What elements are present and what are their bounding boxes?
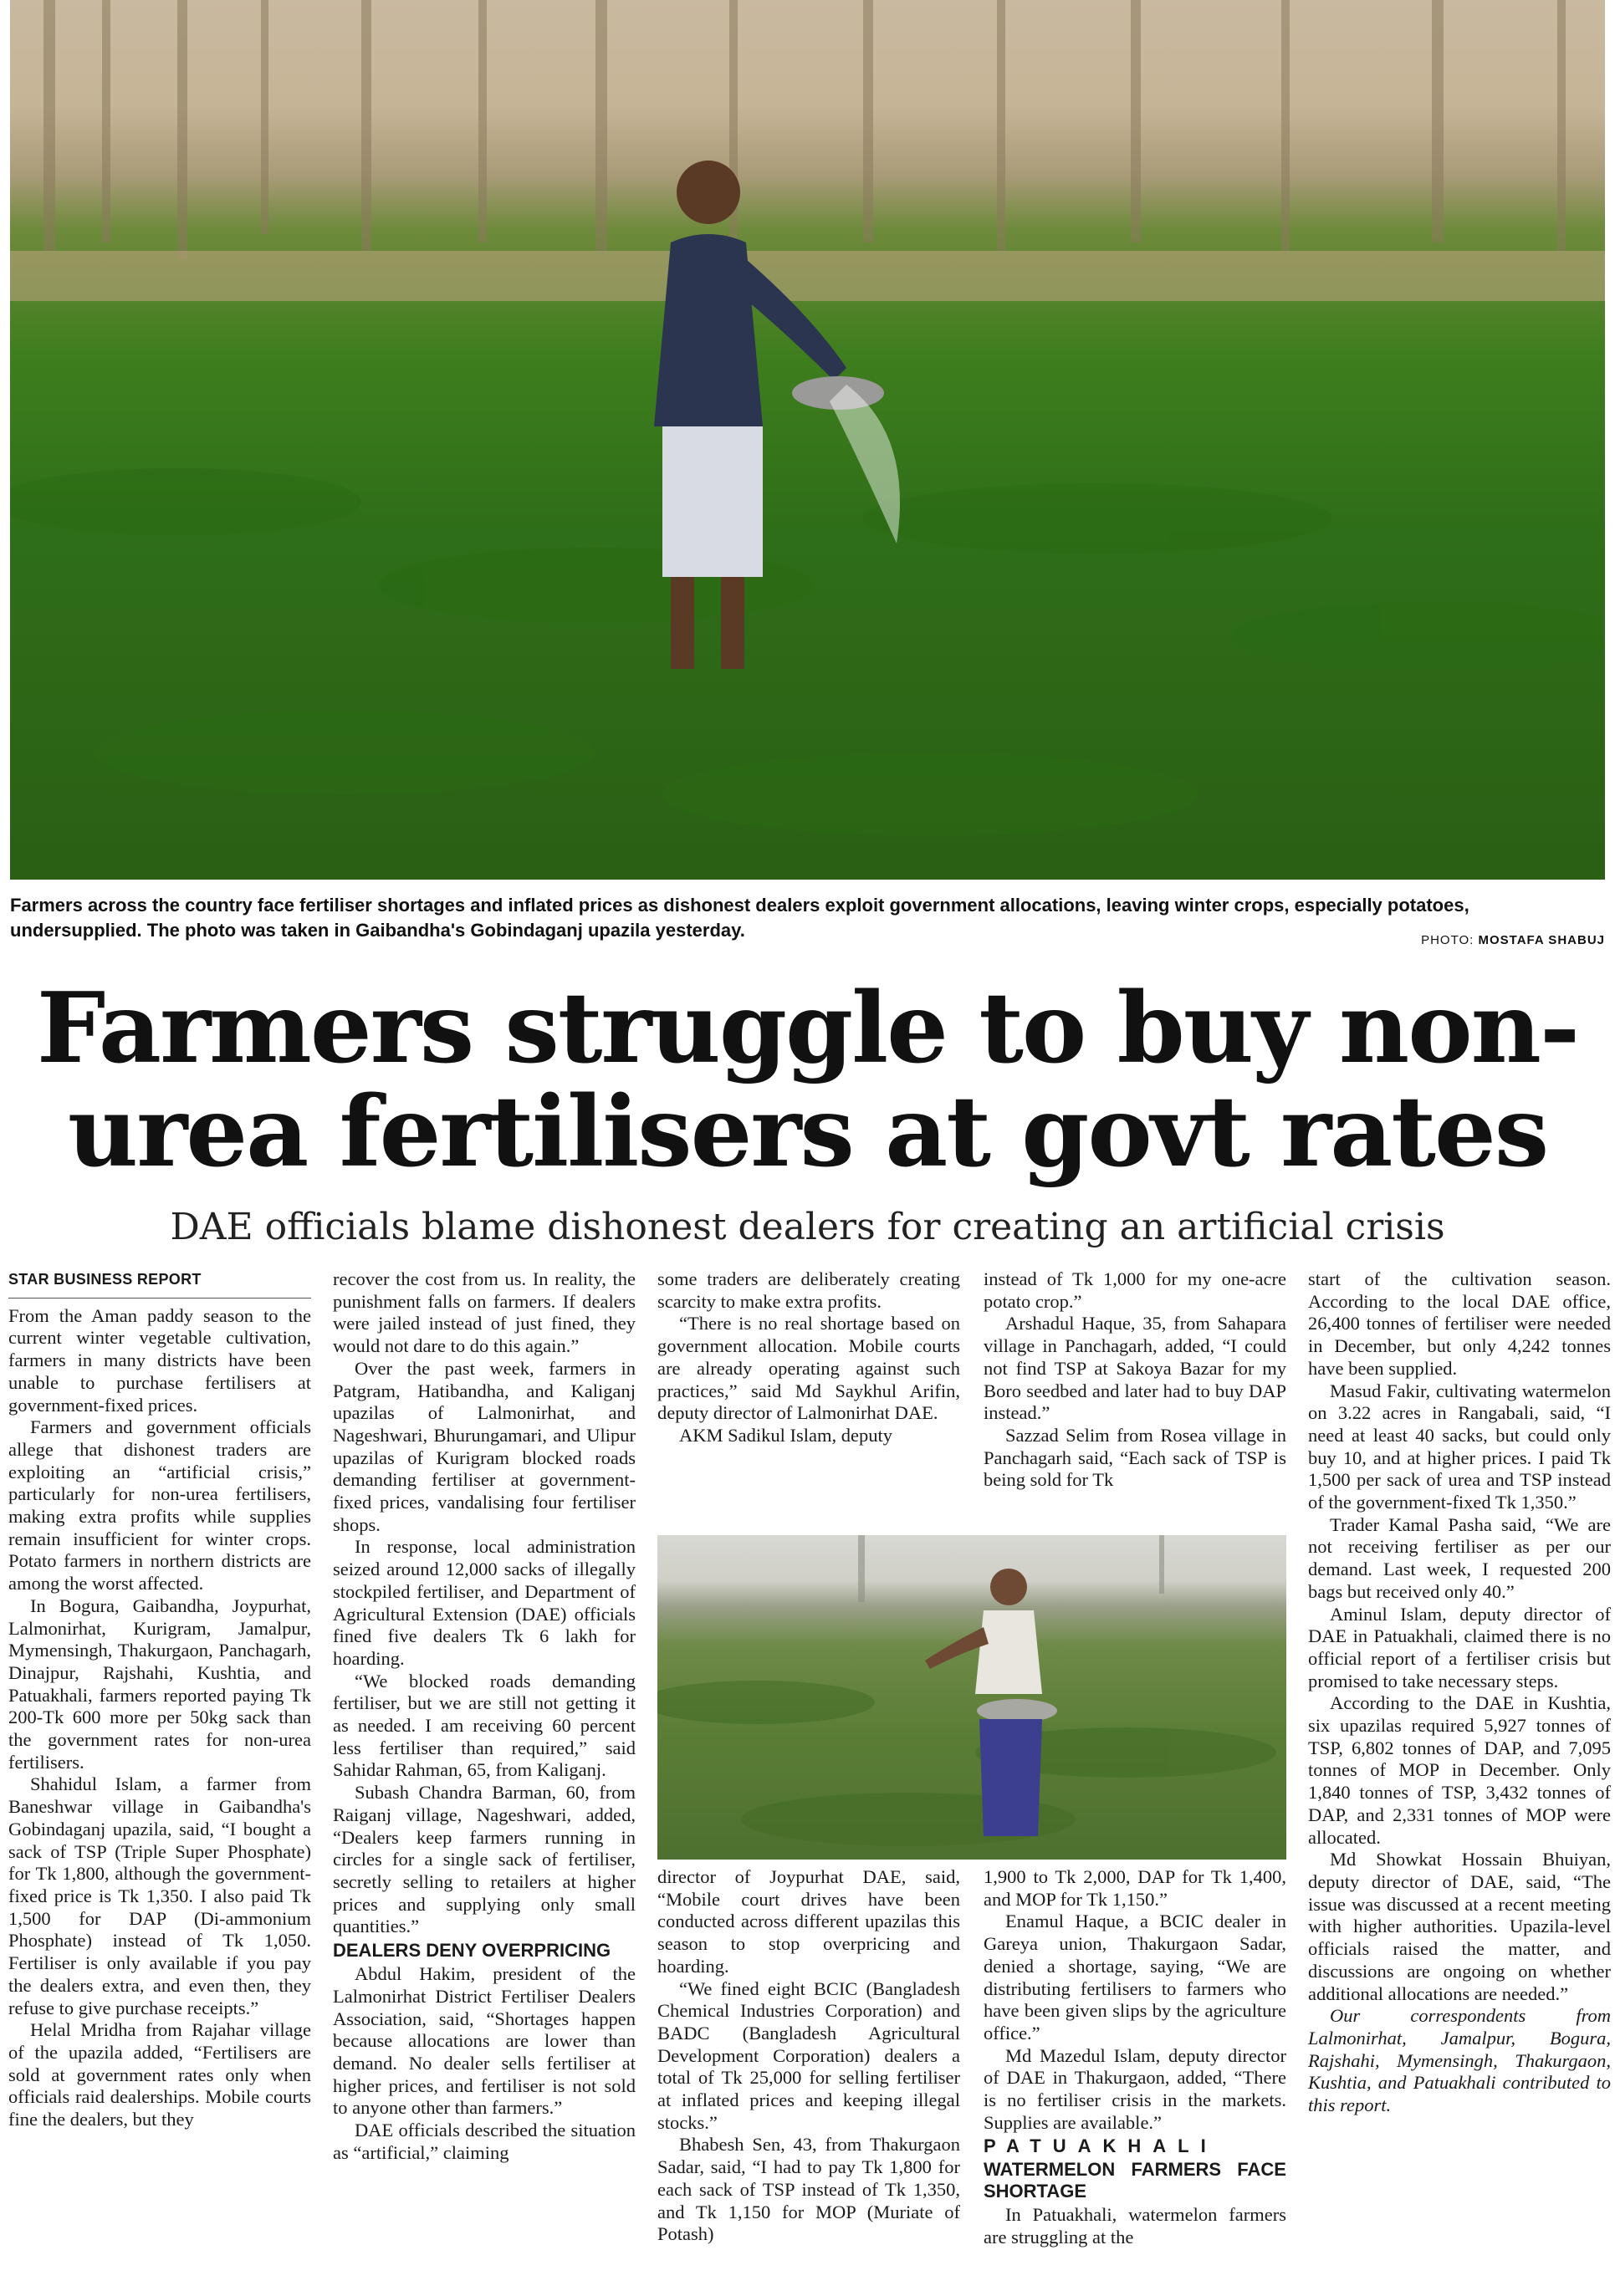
paragraph: director of Joypurhat DAE, said, “Mobile court drives have been conducted across different upazilas this season to stop overpricing and hoarding.	[657, 1866, 960, 1977]
paragraph: Aminul Islam, deputy director of DAE in Patuakhali, claimed there is no official report of a fertiliser crisis but promised to take necessary steps.	[1308, 1603, 1611, 1691]
paragraph: “We blocked roads demanding fertiliser, but we are still not getting it as needed. I am receiving 60 percent less fertiliser than required,” said Sahidar Rahman, 65, from Kaliganj.	[333, 1670, 636, 1781]
paragraph: recover the cost from us. In reality, the punishment falls on farmers. If dealers were jailed instead of just fined, they would not dare to do this again.”	[333, 1268, 636, 1357]
paragraph: Farmers and government officials allege that dishonest traders are exploiting an “artificial crisis,” particularly for non-urea fertilisers, making extra profits while supplies remain insufficient for winter crops. Potato farmers in northern districts are among the worst affected.	[8, 1416, 311, 1594]
subheadline: DAE officials blame dishonest dealers for creating an artificial crisis	[170, 1206, 1445, 1248]
paragraph: From the Aman paddy season to the current winter vegetable cultivation, farmers in many districts have been unable to purchase fertilisers at government-fixed prices.	[8, 1304, 311, 1416]
paragraph: Helal Mridha from Rajahar village of the upazila added, “Fertilisers are sold at government rates only when officials raid dealerships. Mobile courts fine the dealers, but they	[8, 2019, 311, 2130]
photo-credit-label: PHOTO:	[1421, 933, 1474, 947]
column-5	[1308, 1268, 1611, 2117]
column-3-top	[657, 1268, 960, 1447]
paragraph: AKM Sadikul Islam, deputy	[679, 1424, 892, 1446]
paragraph: start of the cultivation season. According to the local DAE office, 26,400 tonnes of fertiliser were needed in December, but only 4,242 tonnes have been supplied.	[1308, 1268, 1611, 1379]
paragraph: In Patuakhali, watermelon farmers are struggling at the	[984, 2204, 1286, 2248]
paragraph: some traders are deliberately creating scarcity to make extra profits.	[657, 1268, 960, 1312]
paragraph: Bhabesh Sen, 43, from Thakurgaon Sadar, said, “I had to pay Tk 1,800 for each sack of TSP instead of Tk 1,350, and Tk 1,150 for MOP (Muriate of Potash)	[657, 2134, 960, 2245]
column-4-bottom	[984, 1866, 1286, 2249]
paragraph: In response, local administration seized around 12,000 sacks of illegally stockpiled fertiliser, and Department of Agricultural Extension (DAE) officials fined five dealers Tk 6 lakh for hoarding.	[333, 1536, 636, 1669]
paragraph: According to the DAE in Kushtia, six upazilas required 5,927 tonnes of TSP, 6,802 tonnes of DAP, and 7,095 tonnes of MOP in December. Only 1,840 tonnes of TSP, 3,432 tonnes of DAP, and 2,331 tonnes of MOP were allocated.	[1308, 1692, 1611, 1848]
inset-photo	[657, 1535, 1286, 1860]
column-4-top	[984, 1268, 1286, 1492]
paragraph: Md Mazedul Islam, deputy director of DAE in Thakurgaon, added, “There is no fertiliser crisis in the markets. Supplies are available.”	[984, 2044, 1286, 2133]
column-1	[8, 1268, 311, 2131]
photo-credit	[1421, 933, 1605, 947]
paragraph: Abdul Hakim, president of the Lalmonirhat District Fertiliser Dealers Association, said, “Shortages happen because allocations are lower than demand. No dealer sells fertiliser at higher prices, and fertiliser is not sold to anyone other than farmers.”	[333, 1963, 636, 2119]
paragraph: “We fined eight BCIC (Bangladesh Chemical Industries Corporation) and BADC (Bangladesh Agricultural Development Corporation) dealers a total of Tk 25,000 for selling fertiliser at inflated prices and keeping illegal stocks.”	[657, 1977, 960, 2133]
paragraph: instead of Tk 1,000 for my one-acre potato crop.”	[984, 1268, 1286, 1312]
hero-photo-illustration	[10, 0, 1605, 880]
paragraph: “There is no real shortage based on government allocation. Mobile courts are already operating against such practices,” said Md Saykhul Arifin, deputy director of Lalmonirhat DAE.	[657, 1313, 960, 1424]
column-2	[333, 1268, 636, 2164]
column-3-bottom	[657, 1866, 960, 2246]
paragraph: Shahidul Islam, a farmer from Baneshwar village in Gaibandha's Gobindaganj upazila, said, “I bought a sack of TSP (Triple Super Phosphate) for Tk 1,800, although the government-fixed price is Tk 1,350. I also paid Tk 1,500 for DAP (Di-ammonium Phosphate) instead of Tk 1,050. Fertiliser is only available if you pay the dealers extra, and even then, they refuse to give purchase receipts.”	[8, 1773, 311, 2018]
paragraph: Arshadul Haque, 35, from Sahapara village in Panchagarh, added, “I could not find TSP at Sakoya Bazar for my Boro seedbed and later had to buy DAP instead.”	[984, 1313, 1286, 1424]
photo-credit-name: MOSTAFA SHABUJ	[1478, 933, 1605, 947]
paragraph: Enamul Haque, a BCIC dealer in Gareya union, Thakurgaon Sadar, denied a shortage, saying, “We are distributing fertilisers to farmers who have been given slips by the agriculture office.”	[984, 1911, 1286, 2043]
byline: STAR BUSINESS REPORT	[8, 1268, 311, 1299]
paragraph: Md Showkat Hossain Bhuiyan, deputy director of DAE, said, “The issue was discussed at a recent meeting with higher authorities. Upazila-level officials raised the matter, and discussions are ongoing on whether additional allocations are needed.”	[1308, 1849, 1611, 2004]
paragraph: DAE officials described the situation as “artificial,” claiming	[333, 2120, 636, 2163]
contributors-note: Our correspondents from Lalmonirhat, Jamalpur, Bogura, Rajshahi, Mymensingh, Thakurgaon, Kushtia, and Patuakhali contributed to this report.	[1308, 2005, 1611, 2116]
paragraph: In Bogura, Gaibandha, Joypurhat, Lalmonirhat, Kurigram, Jamalpur, Mymensingh, Thakurgaon, Panchagarh, Dinajpur, Rajshahi, Kushtia, and Patuakhali, farmers reported paying Tk 200-Tk 600 more per 50kg sack than the government rates for non-urea fertilisers.	[8, 1594, 311, 1773]
paragraph: Subash Chandra Barman, 60, from Raiganj village, Nageshwari, added, “Dealers keep farmers running in circles for a single sack of fertiliser, secretly selling to retailers at higher prices and supplying only small quantities.”	[333, 1782, 636, 1937]
paragraph: Masud Fakir, cultivating watermelon on 3.22 acres in Rangabali, said, “I need at least 40 sacks, but could only buy 10, and at higher prices. I paid Tk 1,500 per sack of urea and TSP instead of the government-fixed Tk 1,350.”	[1308, 1380, 1611, 1513]
paragraph: Trader Kamal Pasha said, “We are not receiving fertiliser as per our demand. Last week, I requested 200 bags but received only 40.”	[1308, 1513, 1611, 1602]
paragraph: Sazzad Selim from Rosea village in Panchagarh said, “Each sack of TSP is being sold for Tk	[984, 1424, 1286, 1491]
hero-photo	[10, 0, 1605, 880]
paragraph: 1,900 to Tk 2,000, DAP for Tk 1,400, and MOP for Tk 1,150.”	[984, 1866, 1286, 1910]
section-subhead: WATERMELON FARMERS FACE SHORTAGE	[984, 2159, 1286, 2202]
section-subhead-location: PATUAKHALI	[984, 2135, 1218, 2157]
photo-caption: Farmers across the country face fertiliser shortages and inflated prices as dishonest dealers exploit government allocations, leaving winter crops, especially potatoes, undersupplied. The photo was taken in Gaibandha's Gobindaganj upazila yesterday.	[10, 895, 1469, 941]
paragraph: Over the past week, farmers in Patgram, Hatibandha, and Kaliganj upazilas of Lalmonirhat, and Nageshwari, Bhurungamari, and Ulipur upazilas of Kurigram blocked roads demanding fertiliser at government-fixed prices, vandalising four fertiliser shops.	[333, 1357, 636, 1535]
inset-photo-illustration	[657, 1535, 1286, 1860]
section-subhead: DEALERS DENY OVERPRICING	[333, 1940, 611, 1962]
headline: Farmers struggle to buy non-urea fertilisers at govt rates	[36, 972, 1579, 1189]
